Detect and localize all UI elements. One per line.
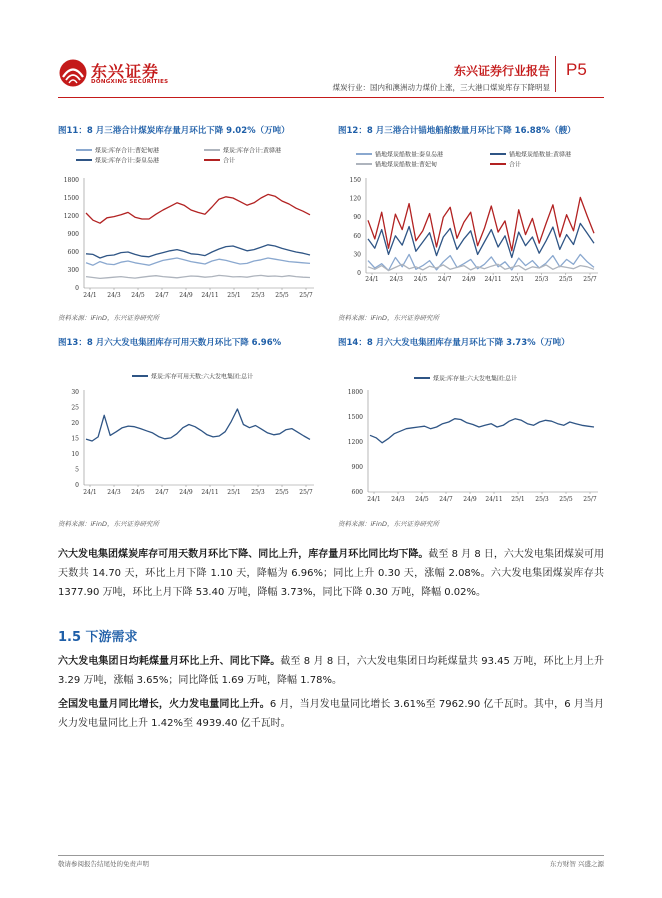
x-tick-label: 25/3 bbox=[534, 276, 549, 283]
figure-13-chart bbox=[58, 352, 320, 510]
y-tick-label: 25 bbox=[71, 404, 79, 412]
x-tick-label: 24/3 bbox=[107, 292, 121, 299]
paragraph-power-inventory bbox=[58, 545, 604, 602]
figure-11-svg bbox=[58, 140, 320, 302]
x-tick-label: 24/7 bbox=[155, 489, 169, 496]
y-tick-label: 5 bbox=[75, 466, 79, 474]
page-number: P5 bbox=[566, 60, 587, 79]
footer-slogan: 东方财智 兴盛之源 bbox=[549, 860, 604, 868]
x-tick-label: 24/5 bbox=[413, 276, 428, 283]
x-tick-label: 25/1 bbox=[227, 292, 241, 299]
series-line bbox=[86, 245, 310, 258]
x-tick-label: 25/5 bbox=[275, 489, 289, 496]
y-tick-label: 0 bbox=[75, 285, 79, 292]
figure-12-svg bbox=[338, 140, 604, 302]
x-tick-label: 25/3 bbox=[535, 496, 549, 503]
x-tick-label: 24/11 bbox=[484, 276, 502, 283]
figure-11-title: 图11：8 月三港合计煤炭库存量月环比下降 9.02%（万吨） bbox=[58, 126, 290, 136]
x-tick-label: 24/1 bbox=[367, 496, 381, 503]
paragraph-power-generation bbox=[58, 695, 604, 733]
legend-label: 煤炭:库存量:六大发电集团:总计 bbox=[433, 375, 518, 383]
legend-label: 锚地煤炭船数量:曹妃甸 bbox=[375, 161, 438, 169]
series-line bbox=[368, 264, 594, 270]
x-tick-label: 25/5 bbox=[559, 496, 573, 503]
y-tick-label: 900 bbox=[67, 231, 79, 238]
x-tick-label: 25/1 bbox=[510, 276, 525, 283]
x-tick-label: 24/7 bbox=[439, 496, 453, 503]
x-tick-label: 24/9 bbox=[179, 489, 193, 496]
logo-text-en: DONGXING SECURITIES bbox=[91, 79, 169, 85]
figure-14-source: 资料来源：iFinD，东兴证券研究所 bbox=[338, 520, 439, 528]
y-tick-label: 20 bbox=[71, 420, 79, 427]
y-tick-label: 30 bbox=[353, 251, 361, 259]
x-tick-label: 24/7 bbox=[437, 276, 452, 283]
x-tick-label: 24/5 bbox=[131, 489, 145, 496]
x-tick-label: 24/3 bbox=[389, 276, 403, 283]
x-tick-label: 25/7 bbox=[583, 496, 597, 503]
x-tick-label: 24/11 bbox=[485, 496, 503, 503]
section-title-downstream: 1.5 下游需求 bbox=[58, 630, 138, 645]
figure-12-chart bbox=[338, 140, 604, 302]
x-tick-label: 24/1 bbox=[83, 292, 97, 299]
x-tick-label: 25/1 bbox=[511, 496, 525, 503]
page-header bbox=[0, 0, 662, 100]
legend-label: 煤炭:库存合计:秦皇岛港 bbox=[95, 157, 160, 165]
legend-label: 锚地煤炭船数量:黄骅港 bbox=[509, 151, 572, 159]
x-tick-label: 25/1 bbox=[227, 489, 241, 496]
y-tick-label: 300 bbox=[67, 267, 79, 274]
paragraph-daily-consumption-lead: 六大发电集团日均耗煤量月环比上升、同比下降。 bbox=[58, 656, 281, 667]
series-line bbox=[86, 258, 310, 265]
x-tick-label: 24/11 bbox=[201, 292, 219, 299]
y-tick-label: 10 bbox=[71, 451, 79, 458]
legend-label: 合计 bbox=[509, 161, 522, 169]
y-tick-label: 600 bbox=[351, 489, 363, 496]
y-tick-label: 15 bbox=[71, 435, 79, 443]
y-tick-label: 1500 bbox=[347, 414, 363, 421]
logo-mark-icon bbox=[58, 58, 88, 88]
y-tick-label: 60 bbox=[353, 232, 361, 240]
x-tick-label: 24/3 bbox=[391, 496, 405, 503]
y-tick-label: 900 bbox=[351, 464, 363, 471]
report-subtitle: 煤炭行业：国内和澳洲动力煤价上涨，三大港口煤炭库存下降明显 bbox=[332, 83, 550, 92]
x-tick-label: 24/7 bbox=[155, 292, 169, 299]
x-tick-label: 25/5 bbox=[559, 276, 573, 283]
x-tick-label: 24/5 bbox=[131, 292, 145, 299]
legend-label: 合计 bbox=[223, 157, 236, 165]
series-line bbox=[368, 197, 594, 250]
figure-14-title: 图14：8 月六大发电集团库存量月环比下降 3.73%（万吨） bbox=[338, 338, 570, 348]
footer-disclaimer: 敬请参阅报告结尾处的免责声明 bbox=[58, 860, 149, 868]
figure-13-svg bbox=[58, 352, 320, 510]
x-tick-label: 25/7 bbox=[299, 489, 313, 496]
logo-text-cn: 东兴证券 bbox=[91, 62, 160, 81]
y-tick-label: 1200 bbox=[63, 213, 79, 220]
y-tick-label: 1200 bbox=[347, 439, 363, 446]
x-tick-label: 24/9 bbox=[463, 496, 477, 503]
paragraph-power-generation-text: 6 月，当月发电量同比增长 3.61%至 7962.90 亿千瓦时。其中，6 月当月火力发电量同比上升 1.42%至 4939.40 亿千瓦时。 bbox=[58, 699, 604, 729]
legend-label: 煤炭:库存合计:黄骅港 bbox=[223, 147, 282, 155]
company-logo bbox=[58, 58, 188, 92]
y-tick-label: 1500 bbox=[63, 195, 79, 202]
series-line bbox=[86, 409, 310, 441]
y-tick-label: 90 bbox=[353, 214, 361, 222]
paragraph-power-inventory-lead: 六大发电集团煤炭库存可用天数月环比下降、同比上升，库存量月环比同比均下降。 bbox=[58, 549, 429, 560]
paragraph-daily-consumption-text: 截至 8 月 8 日，六大发电集团日均耗煤量共 93.45 万吨，环比上月上升 3.29 万吨，涨幅 3.65%；同比降低 1.69 万吨，降幅 1.78%。 bbox=[58, 656, 604, 686]
x-tick-label: 24/3 bbox=[107, 489, 121, 496]
series-line bbox=[86, 194, 310, 223]
y-tick-label: 120 bbox=[349, 195, 361, 203]
x-tick-label: 25/3 bbox=[251, 292, 265, 299]
paragraph-power-generation-lead: 全国发电量月同比增长，火力发电量同比上升。 bbox=[58, 699, 270, 710]
figure-12-title: 图12：8 月三港合计锚地船舶数量月环比下降 16.88%（艘） bbox=[338, 126, 576, 136]
x-tick-label: 24/9 bbox=[179, 292, 193, 299]
x-tick-label: 24/1 bbox=[365, 276, 379, 283]
legend-label: 煤炭:库存可用天数:六大发电集团:总计 bbox=[151, 373, 254, 381]
series-line bbox=[86, 275, 310, 278]
x-tick-label: 25/5 bbox=[275, 292, 289, 299]
y-tick-label: 30 bbox=[71, 389, 79, 396]
header-divider bbox=[555, 56, 556, 92]
legend-label: 锚地煤炭船数量:秦皇岛港 bbox=[375, 151, 444, 159]
y-tick-label: 0 bbox=[357, 270, 361, 277]
figure-11-source: 资料来源：iFinD，东兴证券研究所 bbox=[58, 314, 159, 322]
x-tick-label: 24/9 bbox=[462, 276, 476, 283]
figure-13-title: 图13：8 月六大发电集团库存可用天数月环比下降 6.96% bbox=[58, 338, 282, 348]
figure-14-svg bbox=[338, 352, 604, 510]
y-tick-label: 1800 bbox=[63, 177, 79, 184]
header-rule bbox=[58, 97, 604, 98]
legend-label: 煤炭:库存合计:曹妃甸港 bbox=[95, 147, 160, 155]
x-tick-label: 25/7 bbox=[583, 276, 597, 283]
figure-14-chart bbox=[338, 352, 604, 510]
y-tick-label: 1800 bbox=[347, 389, 363, 396]
paragraph-power-inventory-text: 截至 8 月 8 日，六大发电集团煤炭可用天数共 14.70 天，环比上月下降 1.10 天，降幅为 6.96%；同比上升 0.30 天，涨幅 2.08%。六大发电集团煤炭库存共 1377.90 万吨，环比上月下降 53.40 万吨，降幅 3.73%，同比下降 0.30 万吨，降幅 0.02%。 bbox=[58, 549, 604, 598]
y-tick-label: 150 bbox=[349, 177, 361, 184]
y-tick-label: 600 bbox=[67, 249, 79, 256]
x-tick-label: 24/1 bbox=[83, 489, 97, 496]
series-line bbox=[370, 419, 594, 443]
x-tick-label: 24/5 bbox=[415, 496, 429, 503]
x-tick-label: 25/7 bbox=[299, 292, 313, 299]
figure-12-source: 资料来源：iFinD，东兴证券研究所 bbox=[338, 314, 439, 322]
figure-11-chart bbox=[58, 140, 320, 302]
paragraph-daily-consumption bbox=[58, 652, 604, 690]
y-tick-label: 0 bbox=[75, 482, 79, 489]
report-title: 东兴证券行业报告 bbox=[453, 64, 550, 78]
x-tick-label: 25/3 bbox=[251, 489, 265, 496]
x-tick-label: 24/11 bbox=[201, 489, 219, 496]
footer-rule bbox=[58, 855, 604, 856]
figure-13-source: 资料来源：iFinD，东兴证券研究所 bbox=[58, 520, 159, 528]
